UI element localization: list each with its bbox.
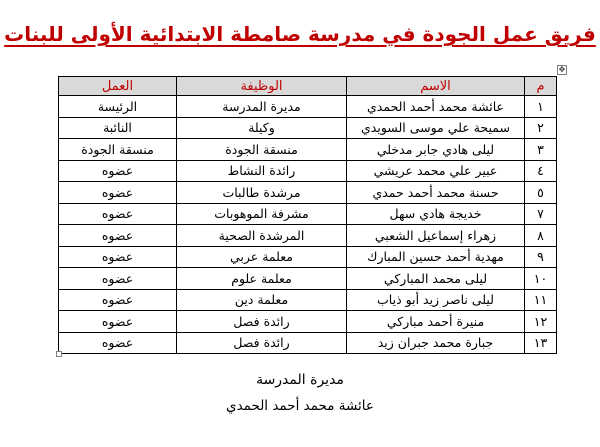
cell-job[interactable]: معلمة عربي: [177, 246, 347, 268]
cell-name[interactable]: سميحة علي موسى السويدي: [347, 117, 525, 139]
cell-name[interactable]: ليلى محمد المباركي: [347, 268, 525, 290]
cell-role[interactable]: عضوه: [59, 246, 177, 268]
cell-num[interactable]: ١١: [525, 289, 557, 311]
cell-name[interactable]: جبارة محمد جبران زيد: [347, 332, 525, 354]
cell-role[interactable]: عضوه: [59, 289, 177, 311]
cell-name[interactable]: ليلى هادي جابر مدخلي: [347, 139, 525, 161]
cell-job[interactable]: رائدة النشاط: [177, 160, 347, 182]
cell-role[interactable]: عضوه: [59, 225, 177, 247]
cell-num[interactable]: ٩: [525, 246, 557, 268]
cell-name[interactable]: عائشة محمد أحمد الحمدي: [347, 96, 525, 118]
table-row: [59, 139, 557, 161]
cell-num[interactable]: ٢: [525, 117, 557, 139]
cell-name[interactable]: خديجة هادي سهل: [347, 203, 525, 225]
document-title: فريق عمل الجودة في مدرسة صامطة الابتدائية الأولى للبنات: [4, 22, 596, 46]
cell-job[interactable]: منسقة الجودة: [177, 139, 347, 161]
cell-role[interactable]: عضوه: [59, 182, 177, 204]
cell-job[interactable]: مرشدة طالبات: [177, 182, 347, 204]
table-move-handle-icon[interactable]: ✥: [558, 65, 566, 74]
cell-job[interactable]: رائدة فصل: [177, 311, 347, 333]
cell-num[interactable]: ١٣: [525, 332, 557, 354]
document-title-wrapper: [0, 22, 600, 46]
table-row: [59, 117, 557, 139]
cell-role[interactable]: عضوه: [59, 332, 177, 354]
table-row: [59, 225, 557, 247]
cell-role[interactable]: عضوه: [59, 311, 177, 333]
table-header-row: [59, 77, 557, 96]
cell-job[interactable]: معلمة دين: [177, 289, 347, 311]
cell-role[interactable]: عضوه: [59, 268, 177, 290]
cell-job[interactable]: رائدة فصل: [177, 332, 347, 354]
table-resize-handle-icon[interactable]: [56, 351, 62, 357]
signature-position: مديرة المدرسة: [256, 372, 344, 388]
header-job[interactable]: الوظيفة: [177, 77, 347, 96]
header-role[interactable]: العمل: [59, 77, 177, 96]
cell-num[interactable]: ٧: [525, 203, 557, 225]
table-row: [59, 182, 557, 204]
cell-role[interactable]: عضوه: [59, 160, 177, 182]
cell-job[interactable]: مديرة المدرسة: [177, 96, 347, 118]
cell-num[interactable]: ٥: [525, 182, 557, 204]
cell-name[interactable]: حسنة محمد أحمد حمدي: [347, 182, 525, 204]
cell-name[interactable]: منيرة أحمد مباركي: [347, 311, 525, 333]
cell-role[interactable]: النائبة: [59, 117, 177, 139]
table-row: [59, 289, 557, 311]
table-row: [59, 203, 557, 225]
cell-job[interactable]: مشرفة الموهوبات: [177, 203, 347, 225]
header-num[interactable]: م: [525, 77, 557, 96]
cell-role[interactable]: منسقة الجودة: [59, 139, 177, 161]
signature-name: عائشة محمد أحمد الحمدي: [226, 398, 374, 414]
cell-name[interactable]: زهراء إسماعيل الشعبي: [347, 225, 525, 247]
cell-num[interactable]: ١: [525, 96, 557, 118]
cell-num[interactable]: ٤: [525, 160, 557, 182]
cell-num[interactable]: ٣: [525, 139, 557, 161]
cell-name[interactable]: ليلى ناصر زيد أبو ذياب: [347, 289, 525, 311]
cell-job[interactable]: معلمة علوم: [177, 268, 347, 290]
cell-num[interactable]: ١٠: [525, 268, 557, 290]
table-row: [59, 160, 557, 182]
header-name[interactable]: الاسم: [347, 77, 525, 96]
quality-team-table: [58, 76, 557, 354]
table-row: [59, 246, 557, 268]
table-row: [59, 96, 557, 118]
cell-name[interactable]: عبير علي محمد عريشي: [347, 160, 525, 182]
cell-num[interactable]: ١٢: [525, 311, 557, 333]
table-row: [59, 268, 557, 290]
cell-job[interactable]: المرشدة الصحية: [177, 225, 347, 247]
cell-role[interactable]: عضوه: [59, 203, 177, 225]
cell-num[interactable]: ٨: [525, 225, 557, 247]
cell-job[interactable]: وكيلة: [177, 117, 347, 139]
table-row: [59, 332, 557, 354]
cell-name[interactable]: مهدية أحمد حسين المبارك: [347, 246, 525, 268]
table-row: [59, 311, 557, 333]
cell-role[interactable]: الرئيسة: [59, 96, 177, 118]
